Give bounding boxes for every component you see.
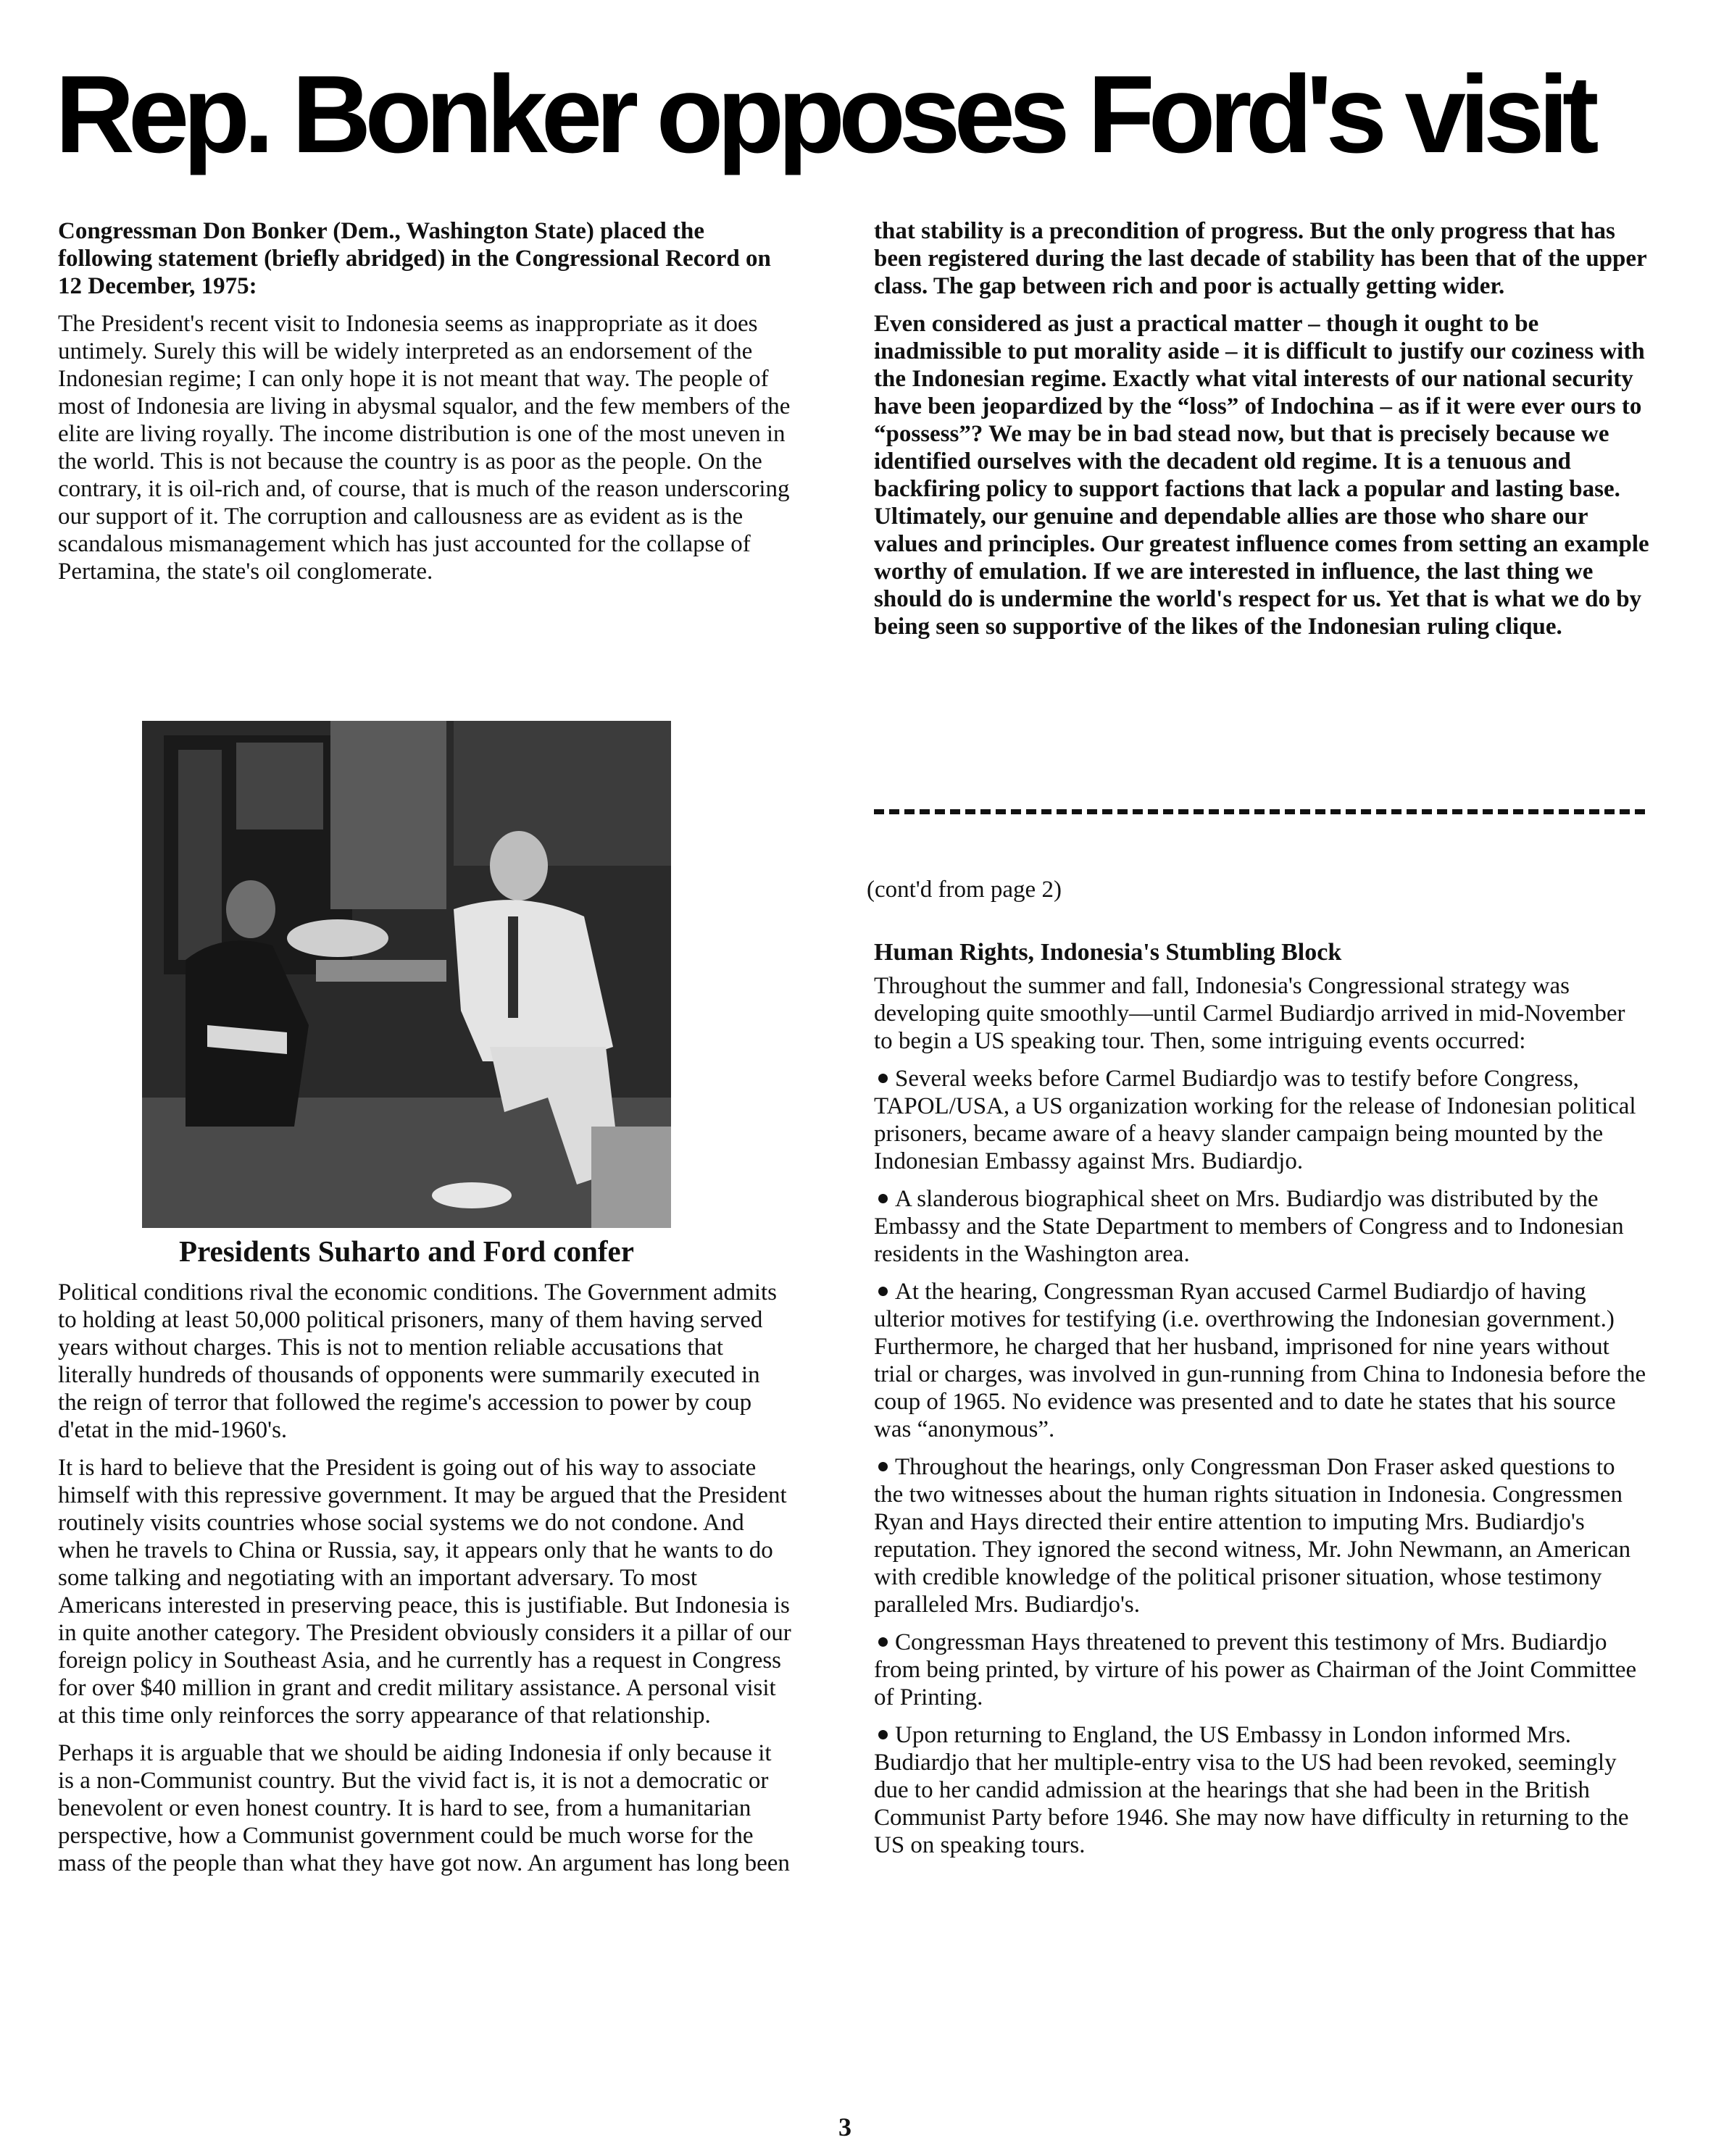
news-photo (142, 721, 671, 1228)
body-paragraph: Even considered as just a practical matter – though it ought to be inadmissible to put morality aside – it is difficult to justify our coziness with the Indonesian regime. Exactly what vital interests of our national security have been jeopardized by the “loss” of Indochina – as if it were ever ours to “possess”? We may be in bad stead now, but that is precisely because we identified ourselves with the decadent old regime. It is a tenuous and backfiring policy to support factions that lack a popular and lasting base. Ultimately, our genuine and dependable allies are those who share our values and principles. Our greatest influence comes from setting an example worthy of emulation. If we are interested in influence, the last thing we should do is undermine the world's respect for us. Yet that is what we do by being seen so supportive of the likes of the Indonesian ruling clique. (874, 311, 1649, 640)
list-item-text: At the hearing, Congressman Ryan accused Carmel Budiardjo of having ulterior motives for testifying (i.e. overthrowing the Indonesian government.) Furthermore, he charged that her husband, imprisoned for nine years without trial or charges, was involved in gun-running from China to Indonesia before the coup of 1965. No evidence was presented and to date he states that his source was “anonymous”. (874, 1279, 1646, 1442)
continued-note: (cont'd from page 2) (867, 877, 1062, 903)
section-subheading: Human Rights, Indonesia's Stumbling Block (874, 939, 1342, 966)
right-column-bottom (874, 972, 1649, 1869)
body-paragraph: Perhaps it is arguable that we should be aiding Indonesia if only because it is a non-Communist country. But the vivid fact is, it is not a democratic or benevolent or even honest country. It is hard to see, from a humanitarian perspective, how a Communist government could be much worse for the mass of the people than what they have got now. An argument has long been (58, 1740, 790, 1876)
bullet-icon (878, 1462, 888, 1471)
list-item-text: A slanderous biographical sheet on Mrs. Budiardjo was distributed by the Embassy and the State Department to members of Congress and to Indonesian residents in the Washington area. (874, 1186, 1624, 1267)
headline: Rep. Bonker opposes Ford's visit (55, 53, 1593, 176)
bullet-icon (878, 1637, 888, 1647)
right-column-top (874, 217, 1649, 651)
bullet-icon (878, 1194, 888, 1203)
list-item-text: Throughout the hearings, only Congressman Don Fraser asked questions to the two witnesses about the human rights situation in Indonesia. Congressmen Ryan and Hays directed their entire attention to imputing Mrs. Budiardjo's reputation. They ignored the second witness, Mr. John Newmann, an American with credible knowledge of the political prisoner situation, whose testimony paralleled Mrs. Budiardjo's. (874, 1454, 1631, 1618)
body-paragraph: Political conditions rival the economic conditions. The Government admits to holding at least 50,000 political prisoners, many of them having served years without charges. This is not to mention reliable accusations that literally hundreds of thousands of opponents were summarily executed in the reign of terror that followed the regime's accession to power by coup d'etat in the mid-1960's. (58, 1279, 777, 1443)
list-item (874, 1185, 1649, 1268)
photo-caption: Presidents Suharto and Ford confer (179, 1234, 634, 1268)
list-item-text: Upon returning to England, the US Embassy in London informed Mrs. Budiardjo that her multiple-entry visa to the US had been revoked, seemingly due to her candid admission at the hearings that she had been in the British Communist Party before 1946. She may now have difficulty in returning to the US on speaking tours. (874, 1722, 1629, 1858)
bullet-icon (878, 1074, 888, 1083)
list-item-text: Congressman Hays threatened to prevent this testimony of Mrs. Budiardjo from being printed, by virture of his power as Chairman of the Joint Committee of Printing. (874, 1629, 1637, 1710)
left-column-top (58, 217, 793, 596)
bullet-icon (878, 1730, 888, 1739)
bullet-list (874, 1065, 1649, 1859)
left-column-bottom (58, 1279, 793, 1887)
list-item (874, 1065, 1649, 1175)
intro-paragraph: Congressman Don Bonker (Dem., Washington State) placed the following statement (briefly abridged) in the Congressional Record on 12 December, 1975: (58, 218, 771, 299)
section-intro: Throughout the summer and fall, Indonesia's Congressional strategy was developing quite smoothly—until Carmel Budiardjo arrived in mid-November to begin a US speaking tour. Then, some intriguing events occurred: (874, 973, 1625, 1054)
page-number: 3 (838, 2113, 851, 2142)
section-divider (874, 809, 1645, 814)
list-item (874, 1629, 1649, 1711)
list-item (874, 1721, 1649, 1859)
list-item (874, 1278, 1649, 1443)
body-paragraph: It is hard to believe that the President is going out of his way to associate himself with this repressive government. It may be argued that the President routinely visits countries whose social systems we do not condone. And when he travels to China or Russia, say, it appears only that he wants to do some talking and negotiating with an important adversary. To most Americans interested in preserving peace, this is justifiable. But Indonesia is in quite another category. The President obviously considers it a pillar of our foreign policy in Southeast Asia, and he currently has a request in Congress for over $40 million in grant and credit military assistance. A personal visit at this time only reinforces the sorry appearance of that relationship. (58, 1455, 791, 1729)
statement-paragraph: The President's recent visit to Indonesia seems as inappropriate as it does untimely. Surely this will be widely interpreted as an endorsement of the Indonesian regime; I can only hope it is not meant that way. The people of most of Indonesia are living in abysmal squalor, and the few members of the elite are living royally. The income distribution is one of the most uneven in the world. This is not because the country is as poor as the people. On the contrary, it is oil-rich and, of course, that is much of the reason underscoring our support of it. The corruption and callousness are as evident as is the scandalous mismanagement which has just accounted for the collapse of Pertamina, the state's oil conglomerate. (58, 311, 791, 585)
bullet-icon (878, 1287, 888, 1296)
continued-paragraph: that stability is a precondition of progress. But the only progress that has been registered during the last decade of stability has been that of the upper class. The gap between rich and poor is actually getting wider. (874, 218, 1647, 299)
list-item-text: Several weeks before Carmel Budiardjo was to testify before Congress, TAPOL/USA, a US organization working for the release of Indonesian political prisoners, became aware of a heavy slander campaign being mounted by the Indonesian Embassy against Mrs. Budiardjo. (874, 1066, 1636, 1174)
list-item (874, 1453, 1649, 1618)
